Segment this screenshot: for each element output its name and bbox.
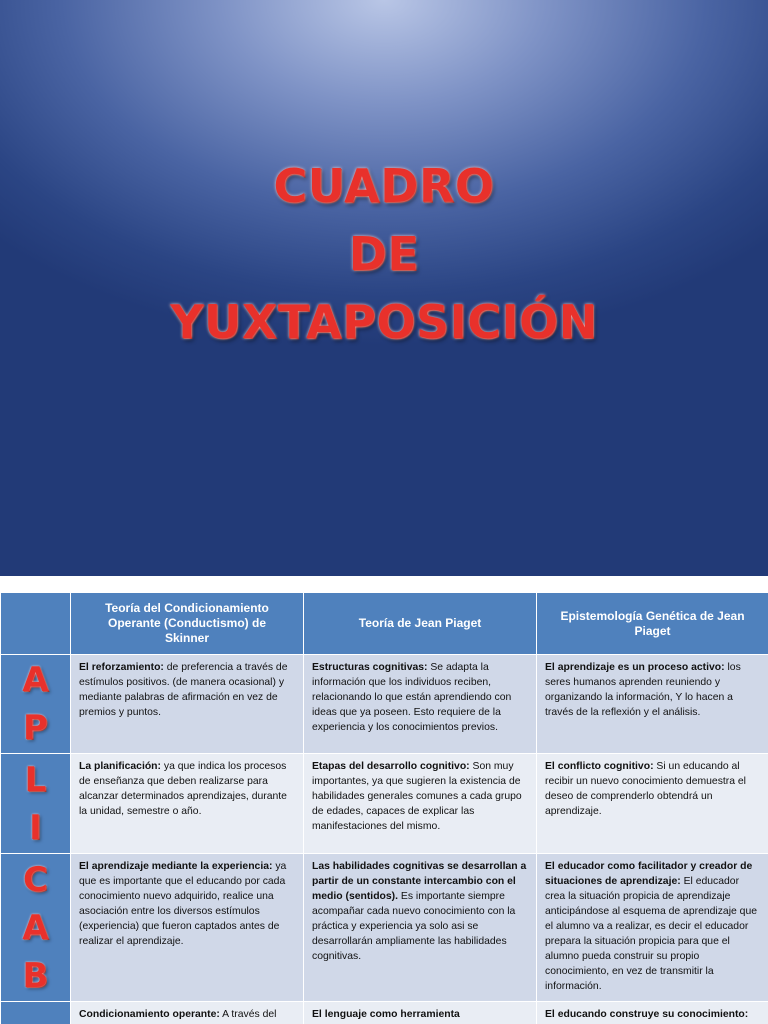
side-letter: B bbox=[22, 955, 49, 996]
cell-text: los seres humanos aprenden reuniendo y organizando la información, Y lo hacen a través de la reflexión y el análisis. bbox=[545, 662, 741, 718]
title-line-2: DE bbox=[348, 227, 420, 281]
cell-term: El reforzamiento: bbox=[79, 662, 164, 673]
table-cell bbox=[71, 655, 304, 754]
cell-text: Se adapta la información que los individuos reciben, relacionando lo que están aprendiendo con ideas que ya poseen. Esto requiere de la experiencia y los conocimientos previos. bbox=[312, 662, 512, 733]
cell-text: Son muy importantes, ya que sugieren la existencia de habilidades generales comunes a cada grupo de edades, capaces de explicar las manifestaciones del mismo. bbox=[312, 761, 522, 832]
header-corner bbox=[1, 593, 71, 655]
header-skinner: Teoría del Condicionamiento Operante (Conductismo) de Skinner bbox=[71, 593, 304, 655]
comparison-table-wrapper bbox=[0, 592, 768, 1024]
side-letter: C bbox=[23, 859, 48, 900]
side-letter: L bbox=[24, 759, 47, 800]
slide-title bbox=[0, 152, 768, 356]
cell-text: El educador crea la situación propicia de aprendizaje anticipándose al esquema de aprendizaje que el alumno va a realizar, es decir el educador prepara la situación propicia para que el alumno pueda construir su propio conocimiento, en vez de transmitir la información. bbox=[545, 876, 758, 992]
table-cell bbox=[304, 854, 537, 1002]
side-letter-cell bbox=[1, 1002, 71, 1024]
table-cell bbox=[71, 854, 304, 1002]
cell-term: El aprendizaje es un proceso activo: bbox=[545, 662, 725, 673]
side-letter: A bbox=[22, 660, 49, 700]
cell-text: ya que indica los procesos de enseñanza que deben realizarse para alcanzar determinados aprendizajes, durante la unidad, semestre o año. bbox=[79, 761, 287, 817]
side-letter: A bbox=[22, 907, 49, 948]
cell-term: El educando construye su conocimiento: bbox=[545, 1009, 749, 1020]
cell-text: Es importante siempre acompañar cada nuevo conocimiento con la práctica y experiencia ya solo asi se desarrollarán ampliamente las habilidades cognitivas. bbox=[312, 891, 516, 962]
cell-term: La planificación: bbox=[79, 761, 161, 772]
table-row bbox=[1, 754, 768, 854]
cell-term: El aprendizaje mediante la experiencia: bbox=[79, 861, 273, 872]
side-letter-cell bbox=[1, 754, 71, 854]
cell-term: Estructuras cognitivas: bbox=[312, 662, 428, 673]
side-letter-cell bbox=[1, 854, 71, 1002]
table-cell bbox=[304, 754, 537, 854]
cell-text: de preferencia a través de estímulos positivos. (de manera ocasional) y mediante palabras de afirmación en vez de premios y puntos. bbox=[79, 662, 288, 718]
slide-divider bbox=[0, 576, 768, 592]
table-cell bbox=[304, 655, 537, 754]
table-cell bbox=[537, 854, 768, 1002]
table-cell bbox=[71, 1002, 304, 1024]
cell-term: Etapas del desarrollo cognitivo: bbox=[312, 761, 470, 772]
cell-text: A través del bbox=[219, 1009, 277, 1020]
table-cell bbox=[304, 1002, 537, 1024]
side-letter: I bbox=[29, 807, 42, 848]
header-epistemologia: Epistemología Genética de Jean Piaget bbox=[537, 593, 768, 655]
table-header-row bbox=[1, 593, 768, 655]
table-cell bbox=[537, 1002, 768, 1024]
table-cell bbox=[537, 655, 768, 754]
cell-term: Las habilidades cognitivas se desarrollan a partir de un constante intercambio con el medio (sentidos). bbox=[312, 861, 527, 902]
title-line-1: CUADRO bbox=[273, 159, 495, 213]
cell-term: Condicionamiento operante: bbox=[79, 1009, 220, 1020]
header-piaget: Teoría de Jean Piaget bbox=[304, 593, 537, 655]
cell-text: Si un educando al recibir un nuevo conocimiento demuestra el deseo de comprenderlo obtendrá un aprendizaje. bbox=[545, 761, 746, 817]
side-letter-cell bbox=[1, 655, 71, 754]
table-cell bbox=[71, 754, 304, 854]
side-letter: P bbox=[23, 708, 48, 748]
table-row bbox=[1, 1002, 768, 1024]
cell-term: El conflicto cognitivo: bbox=[545, 761, 654, 772]
title-line-3: YUXTAPOSICIÓN bbox=[170, 295, 598, 349]
cell-text: ya que es importante que el educando por cada conocimiento nuevo adquirido, realice una asociación entre los diversos estímulos (experiencia) que fueron captados antes de realizar el aprendizaje. bbox=[79, 861, 287, 947]
table-cell bbox=[537, 754, 768, 854]
table-row bbox=[1, 655, 768, 754]
table-row bbox=[1, 854, 768, 1002]
cell-term: El educador como facilitador y creador de situaciones de aprendizaje: bbox=[545, 861, 753, 887]
cell-term: El lenguaje como herramienta bbox=[312, 1009, 460, 1020]
comparison-table bbox=[0, 592, 768, 1024]
